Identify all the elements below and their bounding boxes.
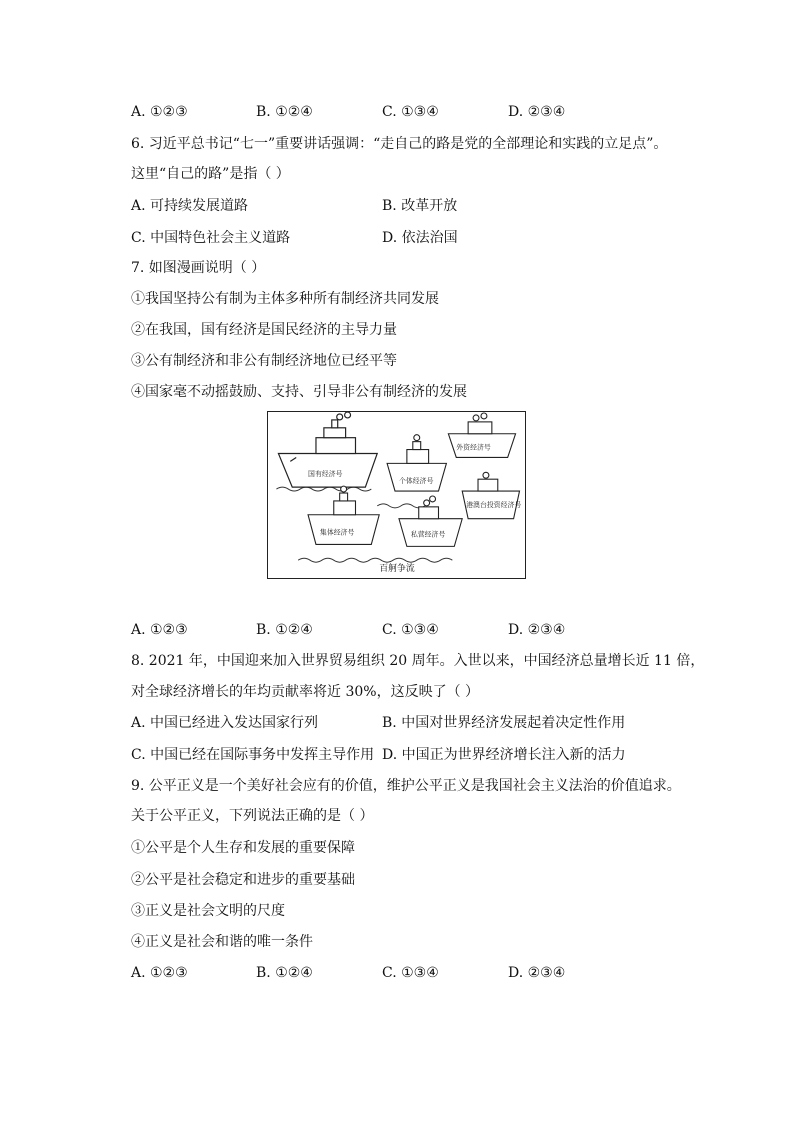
q6-option-c[interactable]: C. 中国特色社会主义道路 [131, 230, 291, 246]
ship-label-foreign: 外资经济号 [456, 443, 491, 452]
q9-option-b[interactable]: B. ①②④ [256, 965, 313, 981]
ship-label-collective: 集体经济号 [319, 528, 355, 537]
q9-stem-line2: 关于公平正义，下列说法正确的是（ ） [131, 808, 374, 824]
ship-label-individual: 个体经济号 [398, 477, 434, 486]
q9-item-1: ①公平是个人生存和发展的重要保障 [131, 840, 355, 856]
q8-option-a[interactable]: A. 中国已经进入发达国家行列 [131, 715, 319, 731]
q9-option-a[interactable]: A. ①②③ [131, 965, 188, 981]
q7-option-c[interactable]: C. ①③④ [382, 622, 439, 638]
q7-cartoon-image [267, 411, 526, 579]
q9-stem-line1: 9. 公平正义是一个美好社会应有的价值，维护公平正义是我国社会主义法治的价值追求。 [131, 778, 681, 794]
q6-stem-line1: 6. 习近平总书记“七一”重要讲话强调：“走自己的路是党的全部理论和实践的立足点”。 [131, 136, 668, 152]
cartoon-ships-drawing [268, 412, 525, 578]
q7-item-1: ①我国坚持公有制为主体多种所有制经济共同发展 [131, 291, 439, 307]
q7-item-4: ④国家毫不动摇鼓励、支持、引导非公有制经济的发展 [131, 384, 467, 400]
q7-option-a[interactable]: A. ①②③ [131, 622, 188, 638]
q6-option-d[interactable]: D. 依法治国 [382, 230, 458, 246]
q9-item-4: ④正义是社会和谐的唯一条件 [131, 934, 313, 950]
q5-option-a[interactable]: A. ①②③ [131, 104, 188, 120]
q5-option-c[interactable]: C. ①③④ [382, 104, 439, 120]
q9-option-d[interactable]: D. ②③④ [508, 965, 566, 981]
ship-hmt [462, 472, 522, 518]
q8-option-d[interactable]: D. 中国正为世界经济增长注入新的活力 [382, 747, 626, 763]
q8-option-b[interactable]: B. 中国对世界经济发展起着决定性作用 [382, 715, 626, 731]
q7-item-3: ③公有制经济和非公有制经济地位已经平等 [131, 353, 397, 369]
cartoon-caption: 百舸争流 [379, 564, 415, 575]
q8-option-c[interactable]: C. 中国已经在国际事务中发挥主导作用 [131, 747, 375, 763]
q5-option-b[interactable]: B. ①②④ [256, 104, 313, 120]
q8-stem-line2: 对全球经济增长的年均贡献率将近 30%，这反映了（ ） [131, 684, 480, 700]
ship-label-state-owned: 国有经济号 [308, 470, 343, 479]
q7-option-d[interactable]: D. ②③④ [508, 622, 566, 638]
q9-option-c[interactable]: C. ①③④ [382, 965, 439, 981]
q9-item-2: ②公平是社会稳定和进步的重要基础 [131, 872, 355, 888]
q6-stem-line2: 这里“自己的路”是指（ ） [131, 166, 290, 182]
q5-option-d[interactable]: D. ②③④ [508, 104, 566, 120]
ship-label-hmt: 港澳台投资经济号 [466, 500, 522, 509]
q6-option-b[interactable]: B. 改革开放 [382, 198, 458, 214]
q8-stem-line1: 8. 2021 年，中国迎来加入世界贸易组织 20 周年。入世以来，中国经济总量增长近 11 倍， [131, 653, 705, 669]
ship-label-private: 私营经济号 [410, 530, 446, 539]
q7-stem: 7. 如图漫画说明（ ） [131, 260, 266, 276]
q6-option-a[interactable]: A. 可持续发展道路 [131, 198, 249, 214]
q7-option-b[interactable]: B. ①②④ [256, 622, 313, 638]
q9-item-3: ③正义是社会文明的尺度 [131, 903, 285, 919]
q7-item-2: ②在我国，国有经济是国民经济的主导力量 [131, 322, 397, 338]
